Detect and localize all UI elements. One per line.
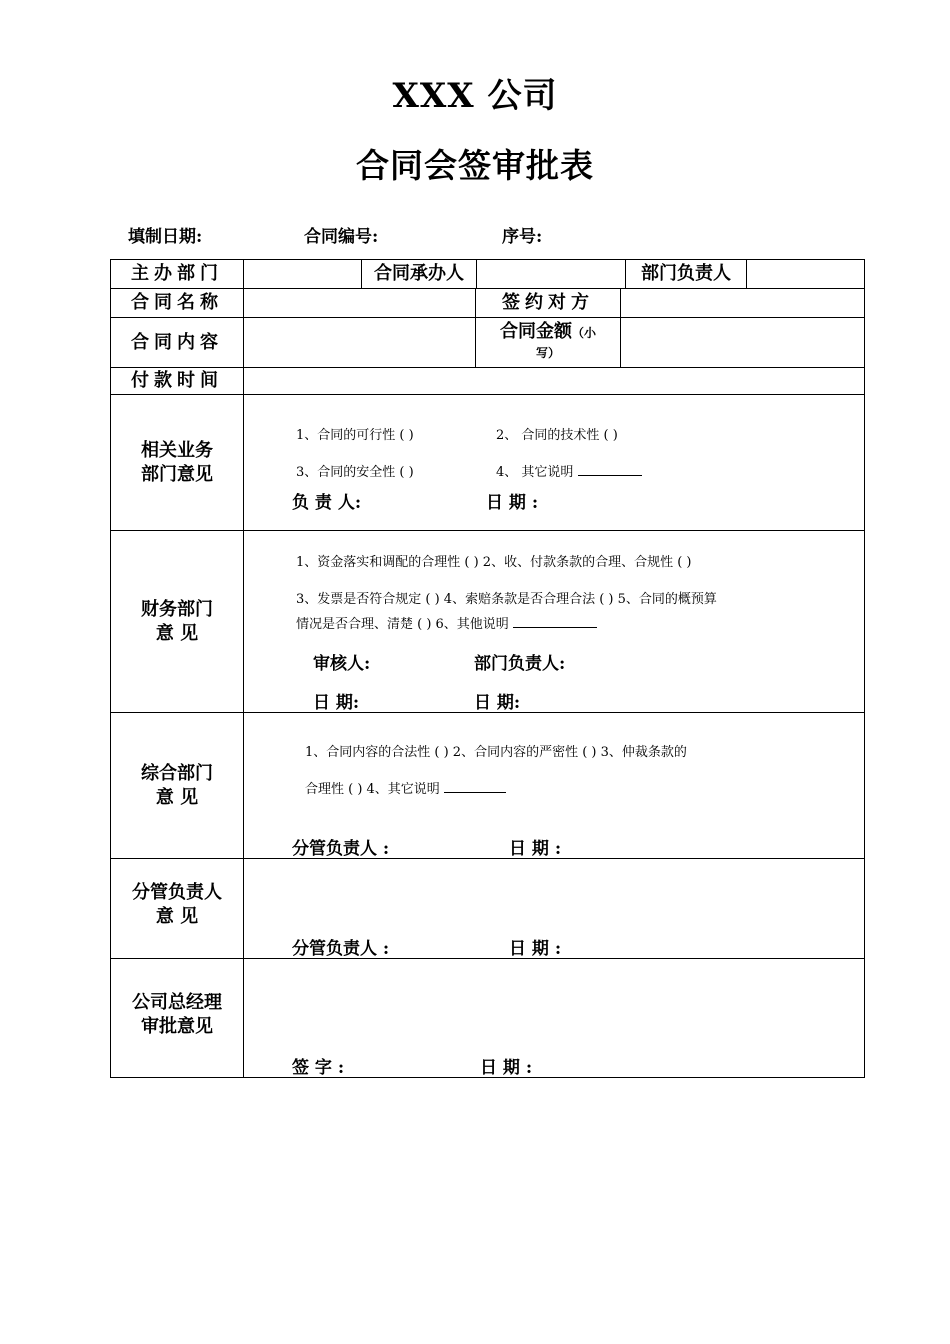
fill-date-label: 填制日期:	[128, 227, 203, 247]
supervisor-opinion-label	[111, 859, 243, 958]
gm-approval-label	[111, 959, 243, 1077]
general-dept-opinion-label	[111, 713, 243, 858]
amount-note-a: （小	[571, 326, 596, 340]
supervisor-sign-date: 日 期 :	[509, 939, 562, 959]
general-label-line1: 综合部门	[141, 762, 213, 784]
related-item-feasibility: 1、合同的可行性 ( )	[296, 428, 414, 443]
dept-head-label: 部门负责人	[641, 263, 731, 284]
related-item-technical: 2、 合同的技术性 ( )	[496, 428, 618, 443]
finance-dept-head: 部门负责人:	[474, 654, 566, 674]
finance-items-line2: 3、发票是否符合规定 ( ) 4、索赔条款是否合理合法 ( ) 5、合同的概预算	[296, 592, 717, 607]
contract-number-label: 合同编号:	[304, 227, 379, 247]
supervisor-label-line1: 分管负责人	[132, 882, 222, 903]
related-sign-person: 负 责 人:	[292, 493, 362, 513]
form-title: 合同会签审批表	[356, 146, 594, 185]
gm-label-line2: 审批意见	[141, 1016, 213, 1037]
payment-time-label: 付款时间	[131, 370, 223, 391]
finance-opinion-label	[111, 531, 243, 712]
amount-main-text: 合同金额	[499, 321, 572, 342]
contract-name-label: 合同名称	[131, 292, 223, 313]
finance-reviewer: 审核人:	[313, 654, 371, 674]
general-items-line1: 1、合同内容的合法性 ( ) 2、合同内容的严密性 ( ) 3、仲裁条款的	[305, 745, 687, 760]
host-dept-label: 主办部门	[131, 263, 223, 284]
company-title: XXX 公司	[392, 76, 558, 116]
related-label-line1: 相关业务	[141, 439, 213, 461]
finance-date-1: 日 期:	[313, 693, 360, 713]
serial-number-label: 序号:	[502, 227, 543, 247]
general-sign-date: 日 期 :	[509, 839, 562, 859]
supervisor-sign-person: 分管负责人 :	[292, 939, 390, 959]
gm-signature: 签 字 :	[292, 1058, 345, 1078]
related-label-line2: 部门意见	[141, 463, 213, 485]
general-sign-person: 分管负责人 :	[292, 839, 390, 859]
contract-content-label: 合同内容	[131, 331, 223, 353]
contract-amount-label	[476, 318, 620, 367]
amount-note-b: 写）	[535, 346, 560, 360]
related-item-safety: 3、合同的安全性 ( )	[296, 465, 414, 480]
gm-sign-date: 日 期 :	[480, 1058, 533, 1078]
related-sign-date: 日 期 :	[486, 493, 539, 513]
finance-date-2: 日 期:	[474, 693, 521, 713]
general-label-line2: 意 见	[155, 786, 199, 808]
finance-label-line1: 财务部门	[141, 598, 213, 620]
finance-items-line1: 1、资金落实和调配的合理性 ( ) 2、收、付款条款的合理、合规性 ( )	[296, 555, 692, 570]
finance-label-line2: 意 见	[155, 622, 199, 644]
related-dept-opinion-label	[111, 395, 243, 530]
general-items-line2: 合理性 ( ) 4、其它说明	[305, 778, 506, 797]
finance-items-line3: 情况是否合理、清楚 ( ) 6、其他说明	[296, 613, 597, 632]
related-item-other: 4、 其它说明	[496, 461, 642, 480]
gm-label-line1: 公司总经理	[132, 992, 222, 1013]
supervisor-label-line2: 意 见	[155, 906, 199, 927]
counterparty-label: 签约对方	[502, 292, 594, 313]
contract-handler-label: 合同承办人	[374, 263, 464, 284]
